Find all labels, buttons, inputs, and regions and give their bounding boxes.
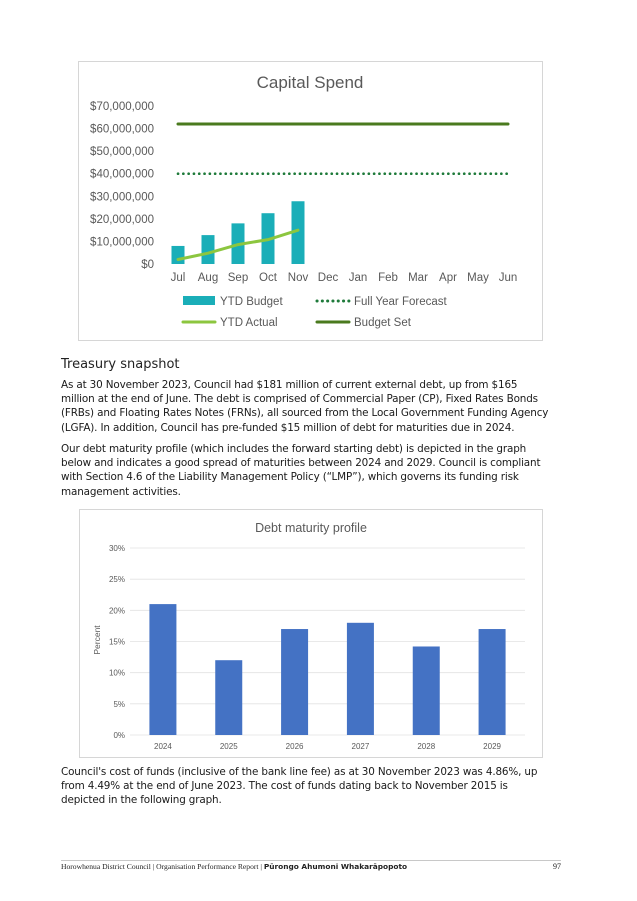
footer-report-name: Pūrongo Ahumoni Whakarāpopoto: [263, 862, 408, 871]
footer-divider: [61, 860, 561, 861]
legend-label: Budget Set: [354, 317, 411, 329]
debt-maturity-svg: [80, 510, 542, 757]
debt-x-tick: 2024: [154, 742, 172, 751]
capital-y-tick: $60,000,000: [90, 123, 154, 136]
capital-x-tick: Apr: [439, 272, 457, 284]
debt-maturity-title: Debt maturity profile: [255, 521, 367, 535]
capital-y-tick: $0: [141, 259, 154, 271]
debt-maturity-bar: [215, 660, 242, 735]
footer-org: Horowhenua District Council | Organisation Performance Report |: [61, 862, 264, 871]
capital-y-tick: $50,000,000: [90, 146, 154, 159]
debt-y-axis-label: Percent: [92, 625, 102, 655]
capital-y-tick: $40,000,000: [90, 168, 154, 181]
debt-y-tick: 0%: [113, 731, 125, 740]
capital-x-tick: Aug: [197, 272, 219, 284]
treasury-snapshot-heading: Treasury snapshot: [61, 357, 180, 372]
debt-y-tick: 5%: [113, 699, 125, 709]
capital-budget-bar: [202, 235, 215, 264]
capital-budget-bar: [172, 246, 185, 264]
debt-maturity-bar: [281, 629, 308, 735]
debt-maturity-bar: [347, 623, 374, 735]
debt-y-tick: 30%: [108, 544, 125, 553]
capital-y-tick: $70,000,000: [90, 101, 154, 113]
capital-spend-svg: [79, 62, 542, 340]
capital-x-tick: May: [467, 272, 489, 284]
cost-of-funds-paragraph: Council's cost of funds (inclusive of the bank line fee) as at 30 November 2023 was 4.86%, up from 4.49% at the end of June 2023. The cost of funds dating back to November 2015 is depicted in the following graph.: [61, 766, 538, 807]
debt-x-tick: 2026: [285, 742, 304, 751]
legend-label: Full Year Forecast: [354, 296, 447, 308]
capital-x-tick: Jul: [170, 272, 186, 284]
capital-x-tick: Jun: [498, 272, 518, 284]
capital-x-tick: Mar: [408, 272, 428, 284]
debt-summary-paragraph: As at 30 November 2023, Council had $181 million of current external debt, up from $165 million at the end of June. The debt is comprised of Commercial Paper (CP), Fixed Rates Bonds (FRBs) and Floating Rates Notes (FRNs), all sourced from the Local Government Funding Agency (LGFA). In addition, Council has pre-funded $15 million of debt for maturities due in 2024.: [61, 379, 549, 434]
debt-x-tick: 2028: [417, 742, 436, 751]
capital-spend-chart: [78, 61, 543, 341]
capital-x-tick: Sep: [227, 272, 249, 284]
debt-maturity-bar: [413, 646, 440, 735]
capital-x-tick: Dec: [317, 272, 339, 284]
debt-x-tick: 2025: [219, 742, 238, 751]
debt-maturity-chart: [79, 509, 543, 758]
page-number: 97: [553, 862, 561, 871]
capital-x-tick: Oct: [259, 272, 277, 284]
debt-y-tick: 10%: [108, 668, 125, 678]
debt-y-tick: 20%: [108, 606, 125, 616]
legend-label: YTD Budget: [220, 296, 283, 308]
debt-y-tick: 15%: [108, 637, 125, 647]
debt-x-tick: 2029: [483, 742, 501, 751]
page-footer: [61, 862, 561, 871]
legend-label: YTD Actual: [220, 317, 278, 329]
capital-y-tick: $30,000,000: [90, 191, 154, 204]
capital-y-tick: $10,000,000: [90, 236, 154, 249]
debt-maturity-bar: [479, 629, 506, 735]
capital-spend-title: Capital Spend: [256, 73, 364, 92]
debt-y-tick: 25%: [108, 575, 125, 585]
capital-x-tick: Nov: [287, 272, 309, 284]
capital-x-tick: Jan: [348, 272, 368, 284]
capital-y-tick: $20,000,000: [90, 213, 154, 226]
debt-maturity-bar: [149, 604, 176, 735]
legend-swatch: [183, 296, 215, 305]
capital-x-tick: Feb: [378, 272, 398, 284]
debt-x-tick: 2027: [351, 742, 370, 751]
maturity-profile-paragraph: Our debt maturity profile (which includes the forward starting debt) is depicted in the graph below and indicates a good spread of maturities between 2024 and 2029. Council is compliant with Section 4.6 of the Liability Management Policy (“LMP”), which governs its funding risk management activities.: [61, 443, 541, 498]
